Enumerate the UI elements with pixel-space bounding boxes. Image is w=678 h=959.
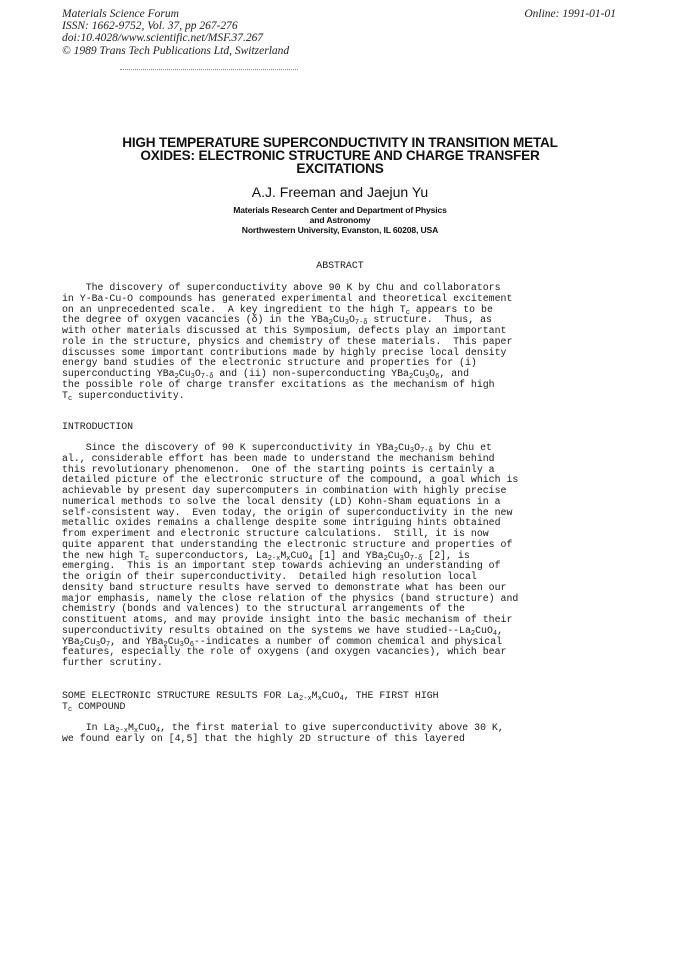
section-heading-line: $T_c$ COMPOUND [62, 700, 126, 714]
text-line: constituent atoms, and may provide insight into the basic mechanism of their [62, 614, 513, 625]
text-line: with other materials discussed at this Symposium, defects play an important [62, 325, 507, 336]
text-line: this revolutionary phenomenon. One of the starting points is certainly a [62, 463, 495, 475]
text-line: the origin of their superconductivity. Detailed high resolution local [62, 571, 477, 582]
text-line: we found early on [4,5] that the highly 2D structure of this layered [62, 732, 465, 744]
title-line-3: EXCITATIONS [296, 161, 384, 177]
paper-title [80, 136, 600, 176]
doi[interactable]: doi:10.4028/www.scientific.net/MSF.37.267 [62, 32, 264, 45]
title-line-1: HIGH TEMPERATURE SUPERCONDUCTIVITY IN TRANSITION METAL [122, 135, 558, 150]
text-line: from experiment and electronic structure calculations. Still, it is now [62, 528, 489, 539]
text-line: role in the structure, physics and chemistry of these materials. This paper [62, 335, 513, 347]
text-line: the new high $T_c$ superconductors, $La_{2-x}M_xCuO_4$ [1] and $YBa_2Cu_3O_{7-\delta}$ [2], is [62, 549, 470, 563]
title-line-2: OXIDES: ELECTRONIC STRUCTURE AND CHARGE TRANSFER [140, 148, 540, 164]
text-line: detailed picture of the electronic structure of the compound, a goal which is [62, 474, 519, 486]
affiliation-line-2: and Astronomy [309, 215, 371, 226]
text-line: In $La_{2-x}M_xCuO_4$, the first material to give superconductivity above 30 K, [62, 722, 504, 735]
text-line: numerical methods to solve the local density (LD) Kohn-Sham equations in a [62, 495, 501, 507]
text-line: on an unprecedented scale. A key ingredient to the high $T_c$ appears to be [62, 303, 493, 317]
introduction-body [62, 443, 518, 669]
text-line: emerging. This is an important step towards achieving an understanding of [62, 560, 501, 572]
abstract-body [62, 283, 512, 401]
faded-copyright-strip [120, 69, 298, 70]
text-line: self-consistent way. Even today, the origin of superconductivity in the new [62, 506, 513, 518]
issn-volume-pages: ISSN: 1662-9752, Vol. 37, pp 267-276 [62, 20, 238, 33]
text-line: The discovery of superconductivity above 90 K by Chu and collaborators [62, 282, 501, 293]
section-electronic-structure-body [62, 723, 504, 745]
affiliation [80, 205, 600, 236]
text-line: superconductivity results obtained on the systems we have studied-$-La_2CuO_4$, [62, 624, 504, 638]
text-line: Since the discovery of 90 K superconductivity in $YBa_2Cu_3O_{7-\delta}$ by Chu et [62, 442, 492, 455]
text-line: chemistry (bonds and valences) to the structural arrangements of the [62, 603, 465, 615]
text-line: features, especially the role of oxygens (and oxygen vacancies), which bear [62, 646, 507, 658]
abstract-heading: ABSTRACT [316, 260, 364, 271]
text-line: density band structure results have served to demonstrate what has been our [62, 581, 507, 593]
text-line: superconducting $YBa_2Cu_3O_{7-\delta}$ and (ii) non-superconducting $YBa_2Cu_3O_6$, and [62, 368, 470, 381]
text-line: metallic oxides remains a challenge despite some intriguing hints obtained [62, 517, 501, 529]
text-line: discusses some important contributions made by highly precise local density [62, 346, 507, 358]
affiliation-line-1: Materials Research Center and Department of Physics [233, 205, 447, 215]
copyright: © 1989 Trans Tech Publications Ltd, Switzerland [62, 44, 290, 57]
section-heading-line: SOME ELECTRONIC STRUCTURE RESULTS FOR $La_{2-x}M_xCuO_4$, THE FIRST HIGH [62, 690, 439, 703]
text-line: energy band studies of the electronic structure and properties for (i) [62, 357, 477, 369]
text-line: major emphasis, namely the close relation of the physics (band structure) and [62, 592, 519, 604]
authors: A.J. Freeman and Jaejun Yu [251, 184, 429, 200]
citation-header [62, 8, 289, 57]
text-line: further scrutiny. [62, 657, 163, 668]
text-line: the degree of oxygen vacancies (δ) in the $YBa_2Cu_3O_{7-\delta}$ structure. Thus, as [62, 314, 492, 328]
introduction-heading: INTRODUCTION [62, 421, 134, 432]
text-line: quite apparent that understanding the electronic structure and properties of [62, 538, 513, 550]
journal-name: Materials Science Forum [62, 8, 179, 20]
text-line: in Y-Ba-Cu-O compounds has generated experimental and theoretical excitement [62, 292, 513, 304]
section-heading-electronic-structure [62, 691, 439, 713]
affiliation-line-3: Northwestern University, Evanston, IL 60208, USA [241, 225, 439, 236]
text-line: $YBa_2Cu_3O_7$, and $YBa_2Cu_3O_6-$-indicates a number of common chemical and physical [62, 635, 503, 649]
text-line: $T_c$ superconductivity. [62, 389, 185, 403]
text-line: al., considerable effort has been made to understand the mechanism behind [62, 452, 495, 464]
text-line: the possible role of charge transfer excitations as the mechanism of high [62, 378, 495, 390]
text-line: achievable by present day supercomputers in combination with highly precise [62, 485, 507, 496]
online-date: Online: 1991-01-01 [524, 8, 616, 20]
